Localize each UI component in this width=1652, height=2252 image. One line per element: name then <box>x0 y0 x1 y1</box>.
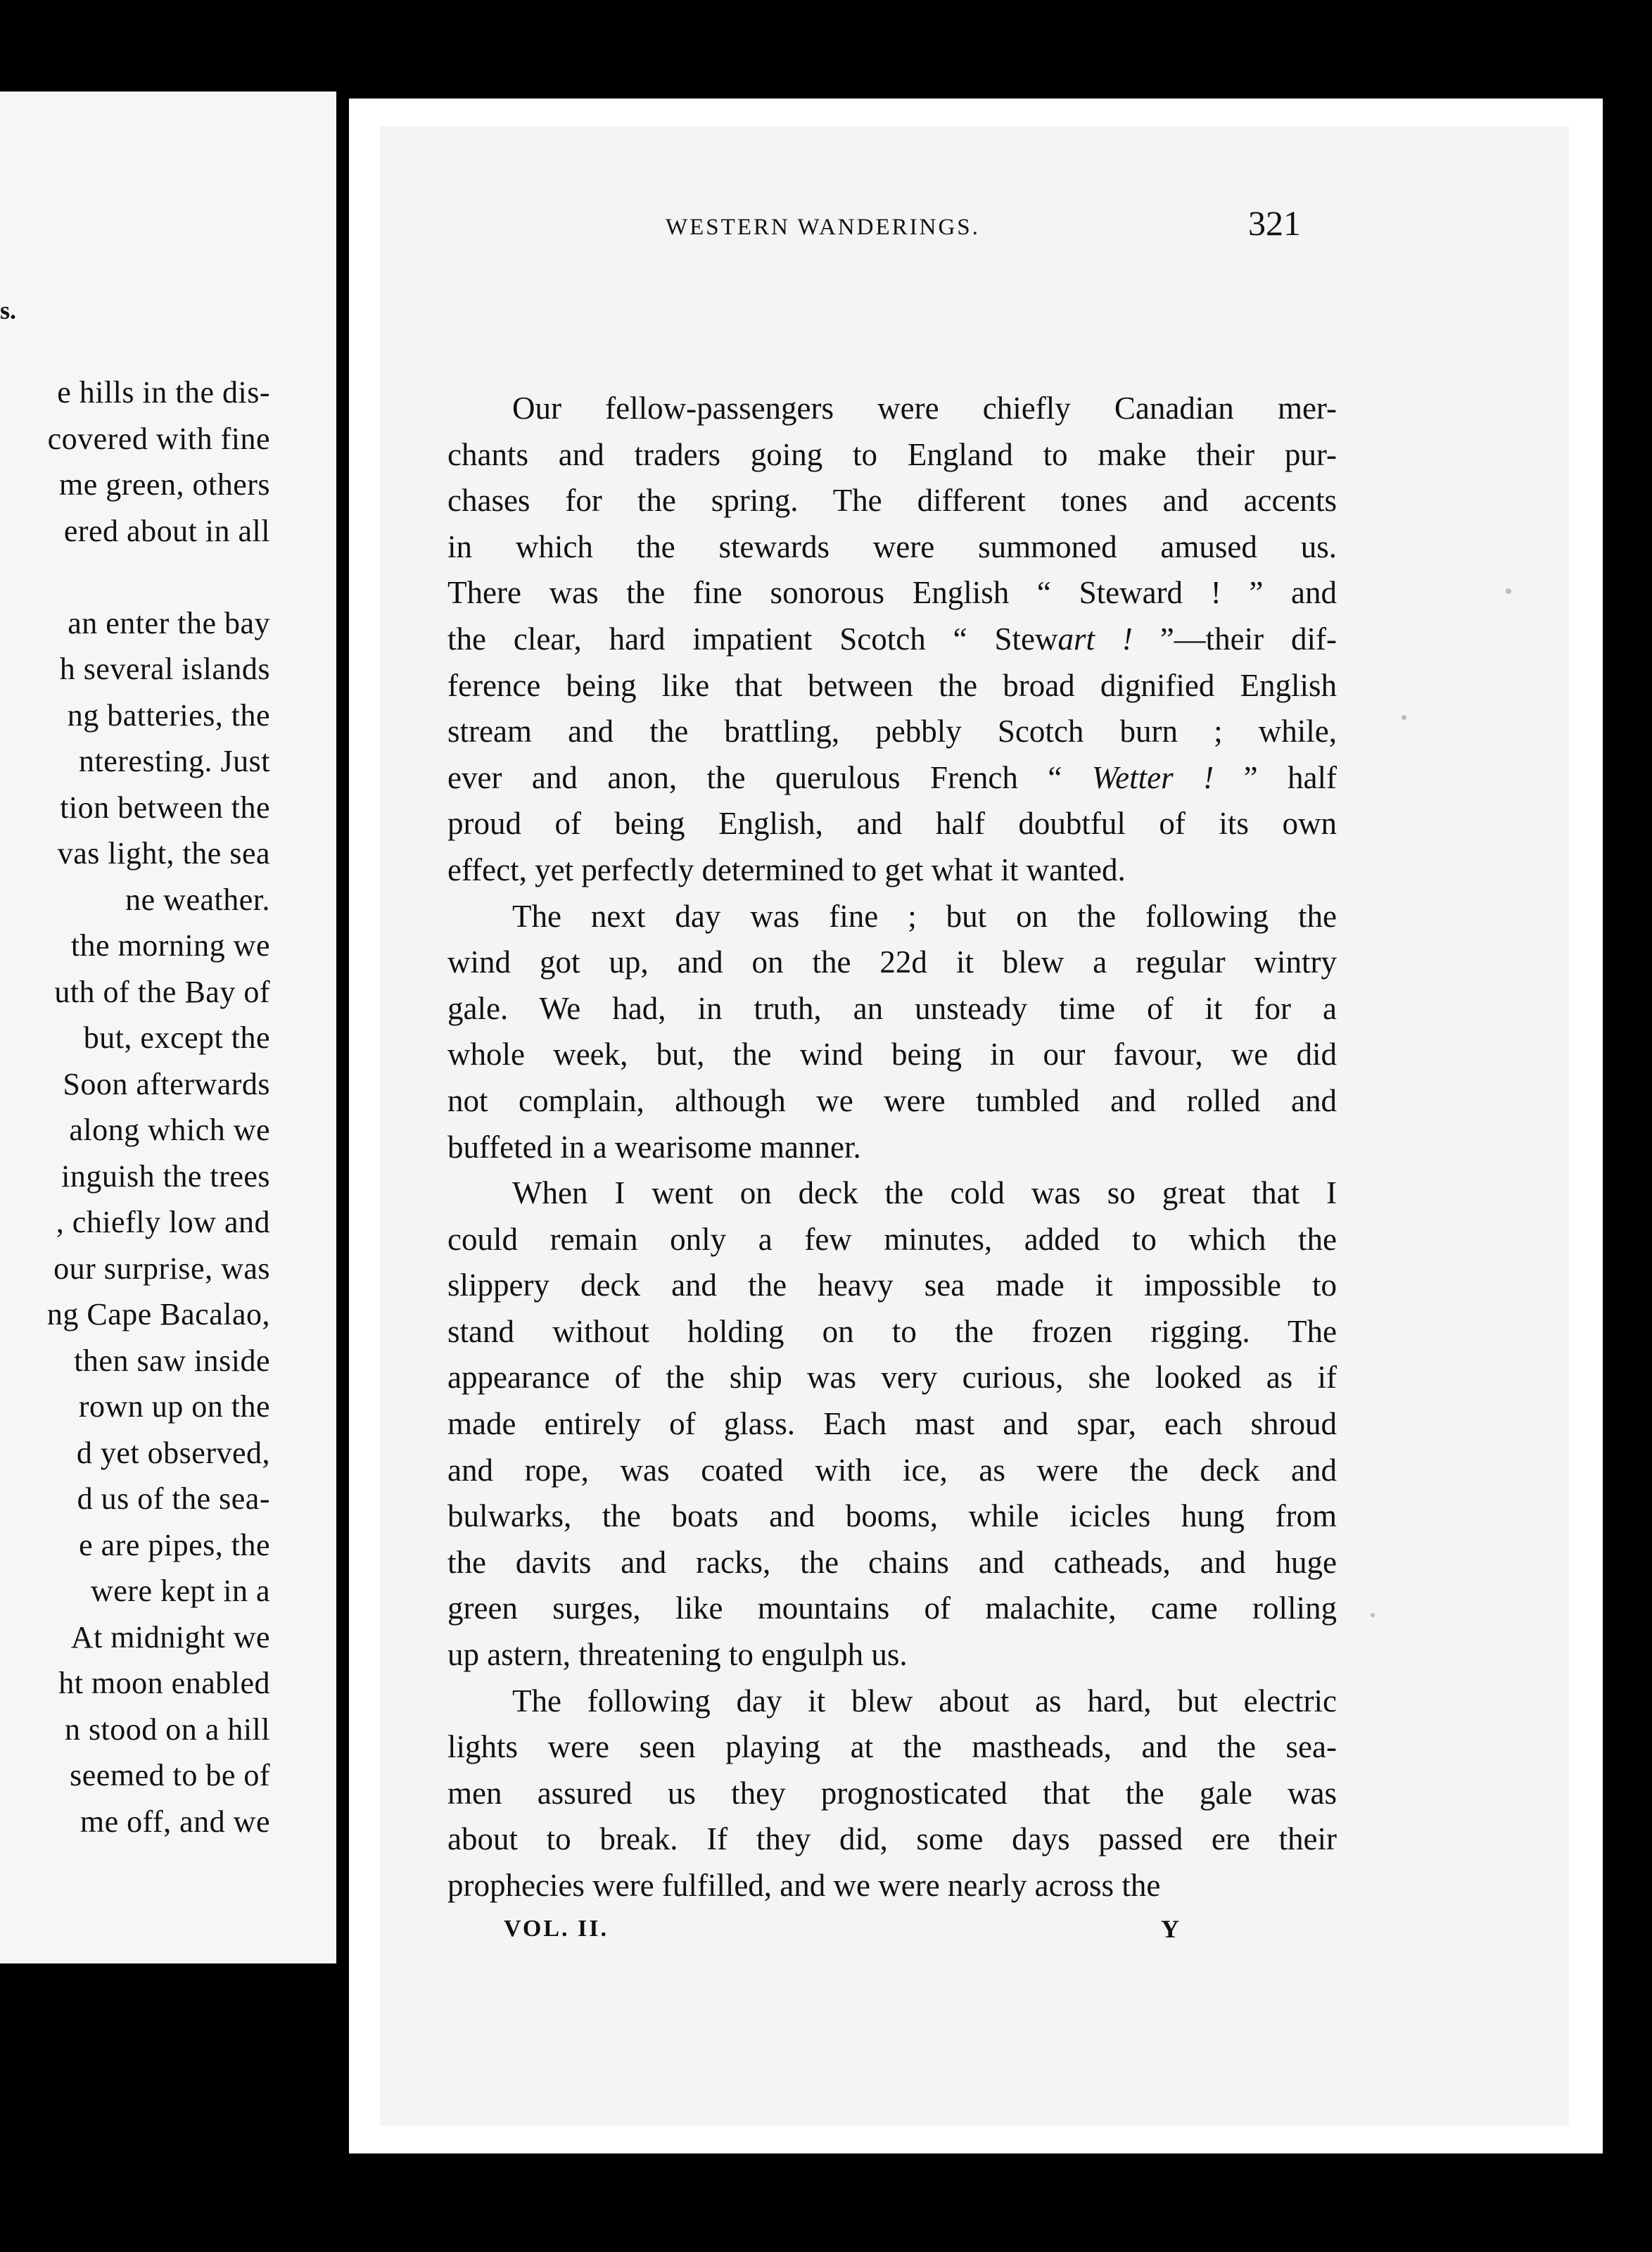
left-page-line: were kept in a <box>91 1574 270 1608</box>
text-line: green surges, like mountains of malachite, came rolling <box>447 1590 1337 1626</box>
scan-speck <box>1506 588 1511 594</box>
text-line: ever and anon, the querulous French “ Wetter ! ” half <box>447 759 1337 795</box>
left-page-line: vas light, the sea <box>57 836 270 871</box>
left-page-line: our surprise, was <box>53 1251 270 1286</box>
left-page-line: seemed to be of <box>70 1758 270 1792</box>
text-line: gale. We had, in truth, an unsteady time of it for a <box>447 990 1337 1026</box>
left-page-line: Soon afterwards <box>63 1066 270 1101</box>
left-page-line <box>0 554 270 600</box>
text-line: stand without holding on to the frozen rigging. The <box>447 1313 1337 1349</box>
left-page-line: ne weather. <box>125 882 270 917</box>
left-page-line: d us of the sea- <box>77 1481 270 1516</box>
text-line: not complain, although we were tumbled and rolled and <box>447 1082 1337 1118</box>
text-line: the clear, hard impatient Scotch “ Stewart ! ”—their dif- <box>447 621 1337 657</box>
text-line: up astern, threatening to engulph us. <box>447 1637 908 1673</box>
left-page-line: At midnight we <box>70 1619 270 1655</box>
scan-speck <box>1371 1613 1375 1617</box>
text-line: chants and traders going to England to make their pur- <box>447 436 1337 472</box>
left-page-line: ng Cape Bacalao, <box>46 1297 270 1331</box>
text-line: proud of being English, and half doubtful of its own <box>447 806 1337 842</box>
text-line: about to break. If they did, some days passed ere their <box>447 1821 1337 1857</box>
left-page-line: , chiefly low and <box>56 1205 270 1239</box>
text-line: the davits and racks, the chains and catheads, and huge <box>447 1544 1337 1580</box>
text-line: The next day was fine ; but on the following the <box>512 898 1337 934</box>
text-line: made entirely of glass. Each mast and spar, each shroud <box>447 1406 1337 1442</box>
text-line: lights were seen playing at the mastheads, and the sea- <box>447 1729 1337 1765</box>
left-page-line: then saw inside <box>74 1343 270 1378</box>
text-line: prophecies were fulfilled, and we were nearly across the <box>447 1868 1161 1903</box>
text-line: wind got up, and on the 22d it blew a regular wintry <box>447 944 1337 980</box>
left-page-line: rown up on the <box>78 1389 270 1424</box>
paragraph <box>447 1678 1337 1909</box>
text-line: bulwarks, the boats and booms, while icicles hung from <box>447 1498 1337 1534</box>
left-page-line: nteresting. Just <box>79 744 270 778</box>
left-page-line: h several islands <box>59 652 270 686</box>
footer-volume-label: VOL. II. <box>504 1916 609 1942</box>
left-page-line: me off, and we <box>80 1804 270 1839</box>
text-line: appearance of the ship was very curious, she looked as if <box>447 1360 1337 1396</box>
previous-page-fragment <box>0 91 338 1963</box>
left-page-line: but, except the <box>83 1020 270 1055</box>
text-line: When I went on deck the cold was so great that I <box>512 1175 1337 1211</box>
scan-speck <box>1402 715 1406 720</box>
left-page-line: the morning we <box>70 928 270 963</box>
text-line: could remain only a few minutes, added to which the <box>447 1221 1337 1257</box>
text-line: The following day it blew about as hard, but electric <box>512 1683 1337 1719</box>
left-page-line: tion between the <box>60 790 270 825</box>
footer-signature-mark: Y <box>1161 1915 1179 1943</box>
text-line: in which the stewards were summoned amused us. <box>447 529 1337 564</box>
text-line: stream and the brattling, pebbly Scotch burn ; while, <box>447 714 1337 749</box>
left-page-text <box>0 369 270 1845</box>
left-page-line: covered with fine <box>47 421 270 456</box>
text-line: slippery deck and the heavy sea made it impossible to <box>447 1267 1337 1303</box>
left-page-line: me green, others <box>59 467 270 502</box>
text-line: buffeted in a wearisome manner. <box>447 1129 861 1165</box>
left-page-line: d yet observed, <box>76 1435 270 1470</box>
page-body-text <box>447 386 1337 1909</box>
page-number: 321 <box>1248 203 1301 243</box>
paragraph <box>447 894 1337 1171</box>
text-line: There was the fine sonorous English “ Steward ! ” and <box>447 575 1337 611</box>
left-page-line: along which we <box>69 1113 270 1147</box>
left-page-line: an enter the bay <box>68 605 270 640</box>
text-line: ference being like that between the broad dignified English <box>447 667 1337 703</box>
left-page-line: e hills in the dis- <box>57 375 270 410</box>
text-line: Our fellow-passengers were chiefly Canadian mer- <box>512 391 1337 426</box>
left-page-line: ht moon enabled <box>58 1666 270 1700</box>
paragraph <box>447 1170 1337 1678</box>
left-page-line: n stood on a hill <box>64 1712 270 1747</box>
text-line: men assured us they prognosticated that the gale was <box>447 1775 1337 1811</box>
left-page-line: inguish the trees <box>61 1158 270 1194</box>
text-line: chases for the spring. The different tones and accents <box>447 483 1337 519</box>
left-page-header-fragment: s. <box>0 296 17 324</box>
text-line: whole week, but, the wind being in our favour, we did <box>447 1037 1337 1073</box>
left-page-line: ered about in all <box>63 513 270 548</box>
text-line: and rope, was coated with ice, as were the deck and <box>447 1452 1337 1488</box>
left-page-line: ng batteries, the <box>67 697 270 733</box>
left-page-line: e are pipes, the <box>79 1527 270 1562</box>
left-page-line: uth of the Bay of <box>54 974 270 1009</box>
text-line: effect, yet perfectly determined to get what it wanted. <box>447 852 1126 887</box>
running-title: WESTERN WANDERINGS. <box>666 215 980 240</box>
paragraph <box>447 386 1337 894</box>
